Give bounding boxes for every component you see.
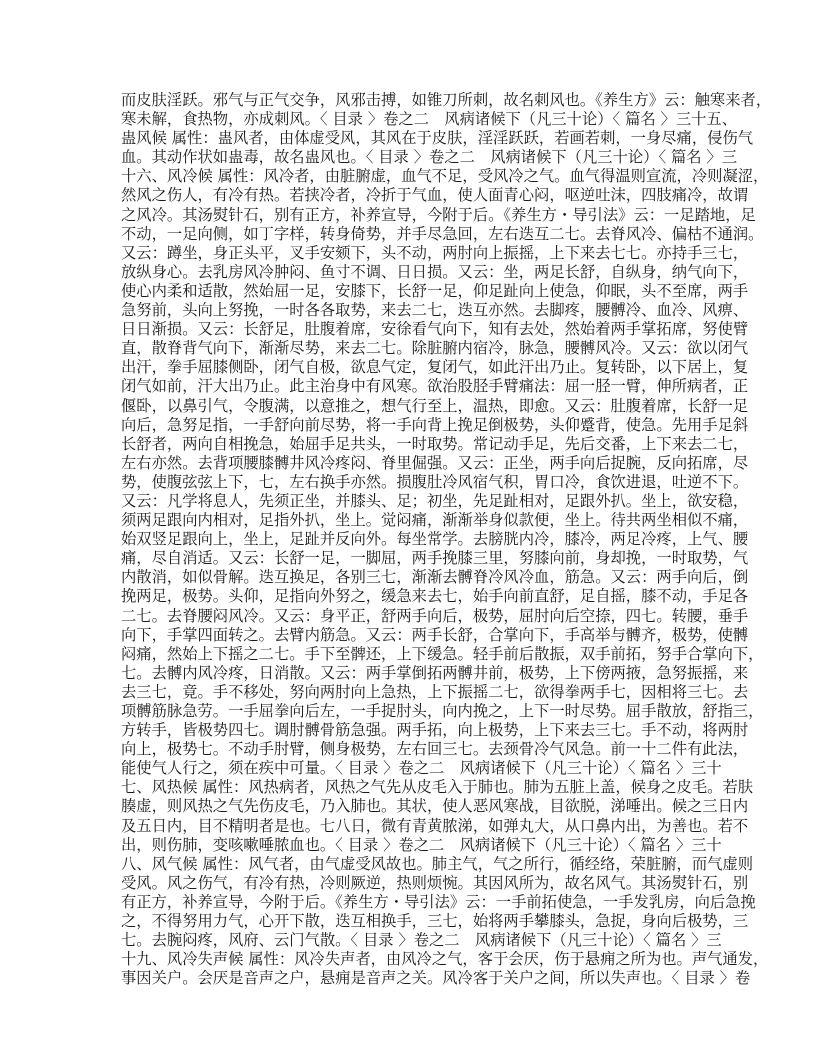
text-line: 始双竖足跟向上，坐上，足趾并反向外。每坐常学。去膀胱内冷，膝冷，两足冷疼，上气、腰 <box>121 530 749 549</box>
text-line: 然风之伤人，有冷有热。若挟冷者，冷折于气血，使人面青心闷，呕逆吐沫，四肢痛冷，故谓 <box>121 186 749 205</box>
text-line: 向下，手掌四面转之。去臂内筋急。又云：两手长舒，合掌向下，手高举与髆齐，极势，使髆 <box>121 625 749 644</box>
text-line: 向上，极势七。不动手肘臂，侧身极势，左右回三七。去颈骨冷气风急。前一十二件有此法， <box>121 740 749 759</box>
text-line: 痛，尽自消适。又云：长舒一足，一脚屈，两手挽膝三里，努膝向前，身却挽，一时取势，气 <box>121 549 749 568</box>
text-line: 急努前，头向上努挽，一时各各取势，来去二七，迭互亦然。去脚疼，腰髆冷、血冷、风痹、 <box>121 301 749 320</box>
text-line: 十六、风冷候 属性：风冷者，由脏腑虚，血气不足，受风冷之气。血气得温则宣流，冷则凝涩， <box>121 167 769 186</box>
document-page <box>121 91 772 988</box>
text-line: 二七。去脊腰闷风冷。又云：身平正，舒两手向后，极势，屈肘向后空捺，四七。转腰，垂手 <box>121 606 749 625</box>
text-line: 事因关户。会厌是音声之户，悬痈是音声之关。风冷客于关户之间，所以失声也。〈 目录 〉卷 <box>121 969 751 988</box>
text-line: 而皮肤淫跃。邪气与正气交争，风邪击搏，如锥刀所刺，故名刺风也。《养生方》云：触寒来者， <box>121 91 772 109</box>
text-line: 方转手，皆极势四七。调肘髆骨筋急强。两手拓，向上极势，上下来去三七。手不动，将两肘 <box>121 721 749 740</box>
text-line: 长舒者，两向自相挽急，始屈手足共头，一时取势。常记动手足，先后交番，上下来去二七， <box>121 434 749 453</box>
text-line: 腠虚，则风热之气先伤皮毛，乃入肺也。其状，使人恶风寒战，目欲脱，涕唾出。候之三日内 <box>121 797 749 816</box>
text-line: 向后，急努足指，一手舒向前尽势，将一手向背上挽足倒极势，头仰蹙背，使急。先用手足斜 <box>121 415 749 434</box>
text-line: 十九、风冷失声候 属性：风冷失声者，由风冷之气，客于会厌，伤于悬痈之所为也。声气通发， <box>121 950 769 969</box>
text-line: 不动，一足向侧，如丁字样，转身倚势，并手尽急回，左右迭互二七。去脊风冷、偏枯不通润。 <box>121 224 764 243</box>
text-line: 又云：蹲坐，身正头平，叉手安颏下，头不动，两肘向上振摇，上下来去七七。亦持手三七， <box>121 243 749 262</box>
text-line: 寒未解，食热物，亦成刺风。〈 目录 〉卷之二 风病诸候下（凡三十论）〈 篇名 〉三十五、 <box>121 110 738 129</box>
text-line: 能使气人行之，须在疾中可量。〈 目录 〉卷之二 风病诸候下（凡三十论）〈 篇名 〉三十 <box>121 759 722 778</box>
text-line: 又云：凡学将息人，先须正坐，并膝头、足；初坐，先足趾相对，足跟外扒。坐上，欲安稳， <box>121 491 749 510</box>
text-line: 直，散脊背气向下，渐渐尽势，来去二七。除脏腑内宿冷，脉急，腰髆风冷。又云：欲以闭气 <box>121 339 749 358</box>
text-line: 七。去腕闷疼，风府、云门气散。〈 目录 〉卷之二 风病诸候下（凡三十论）〈 篇名 〉三 <box>121 931 722 950</box>
text-line: 须两足跟向内相对，足指外扒，坐上。觉闷痛，渐渐举身似款便，坐上。待共两坐相似不痛， <box>121 511 749 530</box>
text-line: 受风。风之伤气，有冷有热，冷则厥逆，热则烦惋。其因风所为，故名风气。其汤熨针石，别 <box>121 873 749 892</box>
text-line: 内散消，如似骨解。迭互换足，各别三七，渐渐去髆脊冷风冷血，筋急。又云：两手向后，倒 <box>121 568 749 587</box>
text-line: 七。去髆内风冷疼，日消散。又云：两手掌倒拓两髆井前，极势，上下傍两掖，急努振摇，来 <box>121 663 749 682</box>
text-line: 挽两足，极势。头仰，足指向外努之，缓急来去七，始手向前直舒，足自摇，膝不动，手足各 <box>121 587 749 606</box>
text-line: 去三七，竟。手不移处，努向两肘向上急热，上下振摇二七，欲得拳两手七，因相将三七。去 <box>121 682 749 701</box>
text-line: 偃卧，以鼻引气，令腹满，以意推之，想气行至上，温热，即愈。又云：肚腹着席，长舒一足 <box>121 396 749 415</box>
text-line: 七、风热候 属性：风热病者，风热之气先从皮毛入于肺也。肺为五脏上盖，候身之皮毛。若肤 <box>121 778 754 797</box>
text-line: 及五日内，目不精明者是也。七八日，微有青黄脓涕，如弹丸大，从口鼻内出，为善也。若不 <box>121 816 749 835</box>
text-line: 出汗，拳手屈膝侧卧，闭气自极，欲息气定，复闭气，如此汗出乃止。复转卧，以下居上，复 <box>121 358 749 377</box>
text-line: 势，使腹弦弦上下，七，左右换手亦然。损腹肚冷风宿气积，胃口冷，食饮进退，吐逆不下。 <box>121 472 749 491</box>
text-line: 蛊风候 属性：蛊风者，由体虚受风，其风在于皮肤，淫淫跃跃，若画若刺，一身尽痛，侵伤气 <box>121 129 754 148</box>
text-line: 放纵身心。去乳房风冷肿闷、鱼寸不调、日日损。又云：坐，两足长舒，自纵身，纳气向下， <box>121 262 749 281</box>
text-line: 之，不得努用力气，心开下散，迭互相换手，三七，始将两手攀膝头，急捉，身向后极势，三 <box>121 912 749 931</box>
text-line: 使心内柔和适散，然始屈一足，安膝下，长舒一足，仰足趾向上使急，仰眠，头不至席，两手 <box>121 281 749 300</box>
text-line: 之风冷。其汤熨针石，别有正方，补养宣导，今附于后。《养生方・导引法》云：一足踏地，足 <box>121 205 756 224</box>
text-line: 出，则伤肺，变咳嗽唾脓血也。〈 目录 〉卷之二 风病诸候下（凡三十论）〈 篇名 〉三十 <box>121 835 722 854</box>
text-line: 闭气如前，汗大出乃止。此主治身中有风寒。欲治股胫手臂痛法：屈一胫一臂，伸所病者，正 <box>121 377 749 396</box>
text-line: 日日渐损。又云：长舒足，肚腹着席，安徐看气向下，知有去处，然始着两手掌拓席，努使臂 <box>121 320 749 339</box>
text-line: 左右亦然。去背项腰膝髆井风冷疼闷、脊里倔强。又云：正坐，两手向后捉腕，反向拓席，尽 <box>121 453 749 472</box>
text-line: 闷痛，然始上下摇之二七。手下至髀还，上下缓急。轻手前后散振，双手前拓，努手合掌向下， <box>121 644 764 663</box>
text-line: 八、风气候 属性：风气者，由气虚受风故也。肺主气，气之所行，循经络，荣脏腑，而气虚则 <box>121 854 754 873</box>
text-line: 血。其动作状如蛊毒，故名蛊风也。〈 目录 〉卷之二 风病诸候下（凡三十论）〈 篇名 〉三 <box>121 148 738 167</box>
text-line: 有正方，补养宣导，今附于后。《养生方・导引法》云：一手前拓使急，一手发乳房，向后急挽 <box>121 892 756 911</box>
text-line: 项髆筋脉急劳。一手屈拳向后左，一手捉肘头，向内挽之，上下一时尽势。屈手散放，舒指三， <box>121 702 764 720</box>
